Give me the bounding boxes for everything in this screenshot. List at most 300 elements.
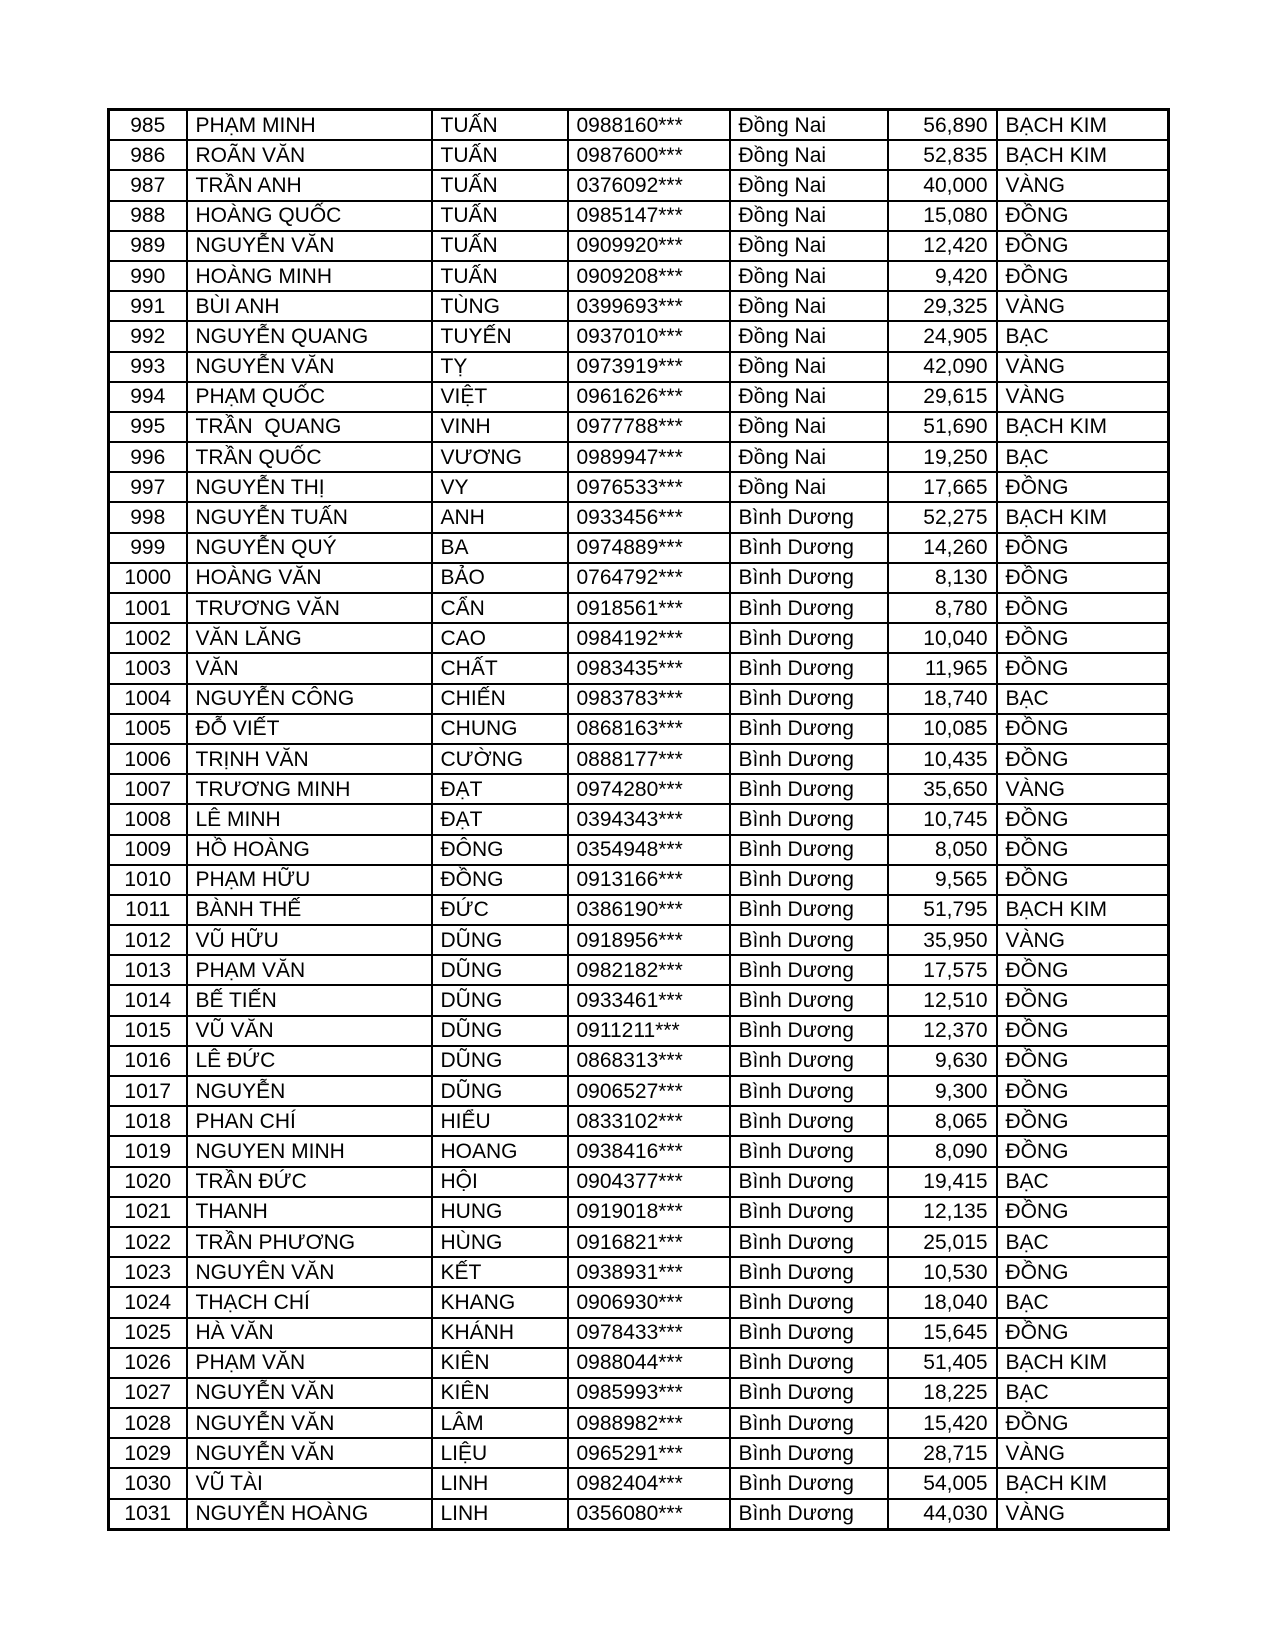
table-cell: 0976533*** (568, 472, 730, 502)
table-cell: BẠC (997, 684, 1169, 714)
table-cell: DŨNG (432, 1016, 568, 1046)
table-cell: 0977788*** (568, 412, 730, 442)
table-cell: Đồng Nai (730, 442, 888, 472)
table-cell: 1009 (109, 835, 187, 865)
table-cell: Đồng Nai (730, 201, 888, 231)
table-cell: 1023 (109, 1257, 187, 1287)
table-cell: Đồng Nai (730, 472, 888, 502)
table-cell: 0764792*** (568, 563, 730, 593)
table-cell: NGUYỄN CÔNG (187, 684, 432, 714)
table-cell: 0399693*** (568, 291, 730, 321)
table-cell: 1005 (109, 714, 187, 744)
table-row (109, 744, 1169, 774)
table-row (109, 352, 1169, 382)
table-cell: Bình Dương (730, 1287, 888, 1317)
table-cell: KẾT (432, 1257, 568, 1287)
table-cell: BẠC (997, 1378, 1169, 1408)
table-cell: ĐỒNG (997, 201, 1169, 231)
table-cell: 8,065 (888, 1106, 997, 1136)
table-cell: ĐỒNG (997, 261, 1169, 291)
table-cell: PHAN CHÍ (187, 1106, 432, 1136)
table-cell: ĐỒNG (997, 955, 1169, 985)
table-cell: Bình Dương (730, 985, 888, 1015)
table-cell: TRƯƠNG MINH (187, 774, 432, 804)
table-cell: VŨ TÀI (187, 1468, 432, 1498)
table-cell: LÂM (432, 1408, 568, 1438)
table-cell: 1006 (109, 744, 187, 774)
table-cell: 18,040 (888, 1287, 997, 1317)
table-cell: 0985993*** (568, 1378, 730, 1408)
table-cell: 0911211*** (568, 1016, 730, 1046)
table-cell: TRẦN QUỐC (187, 442, 432, 472)
table-row (109, 1016, 1169, 1046)
table-row (109, 955, 1169, 985)
table-cell: 0988044*** (568, 1348, 730, 1378)
table-cell: NGUYEN MINH (187, 1136, 432, 1166)
table-cell: 12,420 (888, 231, 997, 261)
table-cell: 12,510 (888, 985, 997, 1015)
table-cell: ĐỒNG (997, 533, 1169, 563)
table-cell: 994 (109, 382, 187, 412)
table-cell: ĐỨC (432, 895, 568, 925)
table-cell: BẾ TIẾN (187, 985, 432, 1015)
table-cell: Bình Dương (730, 1106, 888, 1136)
table-cell: 9,565 (888, 865, 997, 895)
table-cell: 1031 (109, 1499, 187, 1530)
table-cell: BÙI ANH (187, 291, 432, 321)
table-cell: PHẠM QUỐC (187, 382, 432, 412)
table-cell: 0938416*** (568, 1136, 730, 1166)
table-cell: HOANG (432, 1136, 568, 1166)
table-cell: 1029 (109, 1438, 187, 1468)
table-cell: ĐỒNG (997, 1408, 1169, 1438)
table-cell: DŨNG (432, 985, 568, 1015)
table-cell: 0376092*** (568, 170, 730, 200)
table-cell: Bình Dương (730, 593, 888, 623)
table-cell: 0913166*** (568, 865, 730, 895)
table-cell: 1014 (109, 985, 187, 1015)
table-cell: ĐỒNG (997, 1076, 1169, 1106)
table-cell: PHẠM VĂN (187, 955, 432, 985)
table-cell: HỒ HOÀNG (187, 835, 432, 865)
table-cell: 1026 (109, 1348, 187, 1378)
table-cell: BẠCH KIM (997, 1468, 1169, 1498)
table-cell: 0919018*** (568, 1197, 730, 1227)
table-cell: 0904377*** (568, 1167, 730, 1197)
table-cell: 10,435 (888, 744, 997, 774)
table-cell: LINH (432, 1468, 568, 1498)
table-row (109, 714, 1169, 744)
table-cell: Bình Dương (730, 744, 888, 774)
table-cell: 0983783*** (568, 684, 730, 714)
table-cell: 1018 (109, 1106, 187, 1136)
table-cell: KHANG (432, 1287, 568, 1317)
table-cell: 29,325 (888, 291, 997, 321)
table-cell: VIỆT (432, 382, 568, 412)
table-cell: 0386190*** (568, 895, 730, 925)
table-cell: NGUYỄN HOÀNG (187, 1499, 432, 1530)
table-cell: HÙNG (432, 1227, 568, 1257)
table-cell: 0978433*** (568, 1318, 730, 1348)
table-cell: 0933456*** (568, 502, 730, 532)
table-cell: VY (432, 472, 568, 502)
table-row (109, 291, 1169, 321)
member-list-table-body (109, 110, 1169, 1530)
table-cell: PHẠM HỮU (187, 865, 432, 895)
table-cell: ĐÔNG (432, 835, 568, 865)
table-cell: 52,275 (888, 502, 997, 532)
table-cell: LINH (432, 1499, 568, 1530)
table-cell: 988 (109, 201, 187, 231)
table-row (109, 1318, 1169, 1348)
table-cell: 0982182*** (568, 955, 730, 985)
table-cell: 1003 (109, 653, 187, 683)
table-cell: 989 (109, 231, 187, 261)
table-cell: 0918956*** (568, 925, 730, 955)
table-cell: 1008 (109, 804, 187, 834)
table-cell: Đồng Nai (730, 321, 888, 351)
table-cell: 0938931*** (568, 1257, 730, 1287)
table-cell: DŨNG (432, 925, 568, 955)
table-cell: HUNG (432, 1197, 568, 1227)
table-cell: 9,300 (888, 1076, 997, 1106)
table-row (109, 170, 1169, 200)
table-row (109, 563, 1169, 593)
table-cell: 0394343*** (568, 804, 730, 834)
table-cell: Bình Dương (730, 1016, 888, 1046)
table-cell: 24,905 (888, 321, 997, 351)
table-cell: VĂN LĂNG (187, 623, 432, 653)
table-cell: 1002 (109, 623, 187, 653)
table-cell: 0918561*** (568, 593, 730, 623)
table-cell: 19,250 (888, 442, 997, 472)
table-cell: Bình Dương (730, 563, 888, 593)
table-cell: ĐỒNG (997, 623, 1169, 653)
table-cell: NGUYỄN VĂN (187, 1408, 432, 1438)
table-cell: ĐỒNG (997, 744, 1169, 774)
table-cell: 18,740 (888, 684, 997, 714)
table-cell: THANH (187, 1197, 432, 1227)
table-row (109, 261, 1169, 291)
table-cell: 0973919*** (568, 352, 730, 382)
table-row (109, 623, 1169, 653)
table-row (109, 925, 1169, 955)
table-cell: 1021 (109, 1197, 187, 1227)
table-cell: Bình Dương (730, 714, 888, 744)
table-cell: 0888177*** (568, 744, 730, 774)
table-cell: 0909920*** (568, 231, 730, 261)
table-cell: NGUYỄN VĂN (187, 352, 432, 382)
table-cell: ĐẠT (432, 804, 568, 834)
table-cell: 0983435*** (568, 653, 730, 683)
table-cell: TUẤN (432, 261, 568, 291)
table-cell: VŨ HỮU (187, 925, 432, 955)
table-cell: 1030 (109, 1468, 187, 1498)
table-cell: 1000 (109, 563, 187, 593)
table-cell: ĐỒNG (997, 1016, 1169, 1046)
table-cell: Bình Dương (730, 533, 888, 563)
table-cell: HOÀNG VĂN (187, 563, 432, 593)
table-cell: CƯỜNG (432, 744, 568, 774)
table-cell: VÀNG (997, 925, 1169, 955)
table-cell: ĐỒNG (997, 714, 1169, 744)
table-cell: 990 (109, 261, 187, 291)
table-cell: BẠCH KIM (997, 895, 1169, 925)
table-cell: HIỂU (432, 1106, 568, 1136)
table-cell: 14,260 (888, 533, 997, 563)
table-row (109, 1257, 1169, 1287)
table-cell: BẠC (997, 321, 1169, 351)
table-cell: 10,530 (888, 1257, 997, 1287)
table-cell: 1007 (109, 774, 187, 804)
table-cell: 0906527*** (568, 1076, 730, 1106)
table-cell: VÀNG (997, 1499, 1169, 1530)
table-cell: 42,090 (888, 352, 997, 382)
table-cell: 0937010*** (568, 321, 730, 351)
table-row (109, 472, 1169, 502)
table-cell: 15,420 (888, 1408, 997, 1438)
table-row (109, 502, 1169, 532)
table-cell: 0982404*** (568, 1468, 730, 1498)
table-cell: TUẤN (432, 140, 568, 170)
table-cell: 0916821*** (568, 1227, 730, 1257)
table-cell: BA (432, 533, 568, 563)
table-cell: ĐỒNG (997, 1136, 1169, 1166)
table-cell: ROÃN VĂN (187, 140, 432, 170)
table-cell: VÀNG (997, 352, 1169, 382)
table-cell: 17,665 (888, 472, 997, 502)
table-row (109, 593, 1169, 623)
table-cell: ĐỒNG (997, 231, 1169, 261)
table-cell: VÀNG (997, 291, 1169, 321)
table-row (109, 1197, 1169, 1227)
table-row (109, 1499, 1169, 1530)
table-cell: LÊ ĐỨC (187, 1046, 432, 1076)
table-row (109, 442, 1169, 472)
table-cell: 8,130 (888, 563, 997, 593)
table-cell: 54,005 (888, 1468, 997, 1498)
table-cell: 1025 (109, 1318, 187, 1348)
table-cell: 1028 (109, 1408, 187, 1438)
table-cell: 1013 (109, 955, 187, 985)
table-cell: 0833102*** (568, 1106, 730, 1136)
table-cell: 985 (109, 110, 187, 141)
table-cell: 999 (109, 533, 187, 563)
table-cell: NGUYỄN QUÝ (187, 533, 432, 563)
table-cell: ĐỒNG (997, 593, 1169, 623)
table-cell: VĂN (187, 653, 432, 683)
table-cell: ĐỒNG (997, 472, 1169, 502)
table-cell: 1020 (109, 1167, 187, 1197)
table-cell: Bình Dương (730, 1318, 888, 1348)
table-cell: LÊ MINH (187, 804, 432, 834)
table-cell: NGUYỄN TUẤN (187, 502, 432, 532)
table-row (109, 1438, 1169, 1468)
table-cell: 10,745 (888, 804, 997, 834)
table-cell: ANH (432, 502, 568, 532)
table-cell: ĐỒNG (997, 835, 1169, 865)
table-row (109, 1106, 1169, 1136)
table-cell: VINH (432, 412, 568, 442)
table-row (109, 985, 1169, 1015)
table-cell: TRẦN ĐỨC (187, 1167, 432, 1197)
table-cell: 0988160*** (568, 110, 730, 141)
table-cell: ĐỒNG (997, 804, 1169, 834)
table-cell: VÀNG (997, 170, 1169, 200)
table-cell: 992 (109, 321, 187, 351)
table-cell: CHẤT (432, 653, 568, 683)
table-cell: 15,080 (888, 201, 997, 231)
table-cell: NGUYÊN VĂN (187, 1257, 432, 1287)
table-cell: 0985147*** (568, 201, 730, 231)
table-cell: 8,050 (888, 835, 997, 865)
table-cell: 1027 (109, 1378, 187, 1408)
table-cell: Bình Dương (730, 925, 888, 955)
table-cell: 15,645 (888, 1318, 997, 1348)
table-cell: Bình Dương (730, 955, 888, 985)
table-row (109, 1378, 1169, 1408)
table-cell: NGUYỄN VĂN (187, 1438, 432, 1468)
table-cell: ĐỒNG (997, 1197, 1169, 1227)
table-cell: NGUYỄN VĂN (187, 231, 432, 261)
table-cell: 51,690 (888, 412, 997, 442)
table-cell: Bình Dương (730, 804, 888, 834)
table-cell: 1010 (109, 865, 187, 895)
table-cell: 0909208*** (568, 261, 730, 291)
table-cell: BẢO (432, 563, 568, 593)
table-cell: ĐỒNG (997, 653, 1169, 683)
table-row (109, 110, 1169, 141)
table-row (109, 865, 1169, 895)
table-cell: 0354948*** (568, 835, 730, 865)
table-cell: 52,835 (888, 140, 997, 170)
table-cell: 998 (109, 502, 187, 532)
table-row (109, 1348, 1169, 1378)
table-row (109, 774, 1169, 804)
table-cell: Đồng Nai (730, 382, 888, 412)
table-row (109, 1046, 1169, 1076)
table-cell: Bình Dương (730, 502, 888, 532)
table-cell: ĐỒNG (997, 1257, 1169, 1287)
table-cell: 1017 (109, 1076, 187, 1106)
table-cell: NGUYỄN (187, 1076, 432, 1106)
table-cell: 987 (109, 170, 187, 200)
table-cell: 44,030 (888, 1499, 997, 1530)
table-cell: TUẤN (432, 231, 568, 261)
table-row (109, 533, 1169, 563)
table-cell: 56,890 (888, 110, 997, 141)
table-cell: 995 (109, 412, 187, 442)
table-row (109, 231, 1169, 261)
table-cell: Bình Dương (730, 774, 888, 804)
table-cell: Bình Dương (730, 895, 888, 925)
table-cell: 17,575 (888, 955, 997, 985)
table-cell: Bình Dương (730, 684, 888, 714)
table-cell: 0868313*** (568, 1046, 730, 1076)
table-cell: 9,420 (888, 261, 997, 291)
table-cell: 1004 (109, 684, 187, 714)
table-cell: ĐỒNG (997, 985, 1169, 1015)
table-cell: TRẦN QUANG (187, 412, 432, 442)
table-cell: Bình Dương (730, 623, 888, 653)
table-cell: 0974280*** (568, 774, 730, 804)
table-cell: ĐẠT (432, 774, 568, 804)
table-cell: ĐỒNG (997, 1318, 1169, 1348)
table-cell: Bình Dương (730, 1046, 888, 1076)
table-cell: Bình Dương (730, 1468, 888, 1498)
table-cell: HÀ VĂN (187, 1318, 432, 1348)
table-cell: BÀNH THẾ (187, 895, 432, 925)
table-row (109, 1408, 1169, 1438)
table-cell: Bình Dương (730, 1136, 888, 1166)
table-cell: 1011 (109, 895, 187, 925)
table-cell: 19,415 (888, 1167, 997, 1197)
table-cell: CHUNG (432, 714, 568, 744)
table-cell: DŨNG (432, 1076, 568, 1106)
table-cell: 51,795 (888, 895, 997, 925)
table-cell: PHẠM VĂN (187, 1348, 432, 1378)
table-cell: 12,370 (888, 1016, 997, 1046)
table-cell: BẠC (997, 1287, 1169, 1317)
table-row (109, 201, 1169, 231)
table-cell: TUẤN (432, 110, 568, 141)
table-cell: BẠC (997, 1167, 1169, 1197)
table-cell: VŨ VĂN (187, 1016, 432, 1046)
table-cell: ĐỖ VIẾT (187, 714, 432, 744)
table-cell: BẠCH KIM (997, 502, 1169, 532)
table-cell: 996 (109, 442, 187, 472)
table-cell: VÀNG (997, 382, 1169, 412)
table-row (109, 835, 1169, 865)
table-cell: 0987600*** (568, 140, 730, 170)
table-cell: BẠCH KIM (997, 412, 1169, 442)
table-cell: Đồng Nai (730, 291, 888, 321)
table-row (109, 684, 1169, 714)
table-cell: 1001 (109, 593, 187, 623)
table-cell: 0989947*** (568, 442, 730, 472)
table-cell: 1012 (109, 925, 187, 955)
table-cell: Bình Dương (730, 653, 888, 683)
table-cell: 35,650 (888, 774, 997, 804)
table-cell: ĐỒNG (997, 1046, 1169, 1076)
table-cell: 11,965 (888, 653, 997, 683)
table-cell: KIÊN (432, 1378, 568, 1408)
table-cell: TRỊNH VĂN (187, 744, 432, 774)
table-cell: 1022 (109, 1227, 187, 1257)
table-cell: KIÊN (432, 1348, 568, 1378)
table-row (109, 412, 1169, 442)
table-cell: ĐỒNG (997, 865, 1169, 895)
table-cell: KHÁNH (432, 1318, 568, 1348)
table-cell: 8,090 (888, 1136, 997, 1166)
table-cell: 40,000 (888, 170, 997, 200)
table-cell: ĐỒNG (997, 563, 1169, 593)
table-cell: Đồng Nai (730, 231, 888, 261)
table-row (109, 895, 1169, 925)
table-cell: Đồng Nai (730, 140, 888, 170)
table-cell: 51,405 (888, 1348, 997, 1378)
table-cell: NGUYỄN VĂN (187, 1378, 432, 1408)
table-cell: THẠCH CHÍ (187, 1287, 432, 1317)
table-cell: BẠC (997, 1227, 1169, 1257)
table-row (109, 1167, 1169, 1197)
table-cell: 28,715 (888, 1438, 997, 1468)
table-cell: ĐỒNG (432, 865, 568, 895)
table-cell: Bình Dương (730, 1257, 888, 1287)
table-cell: 0965291*** (568, 1438, 730, 1468)
table-cell: 991 (109, 291, 187, 321)
table-cell: Đồng Nai (730, 261, 888, 291)
